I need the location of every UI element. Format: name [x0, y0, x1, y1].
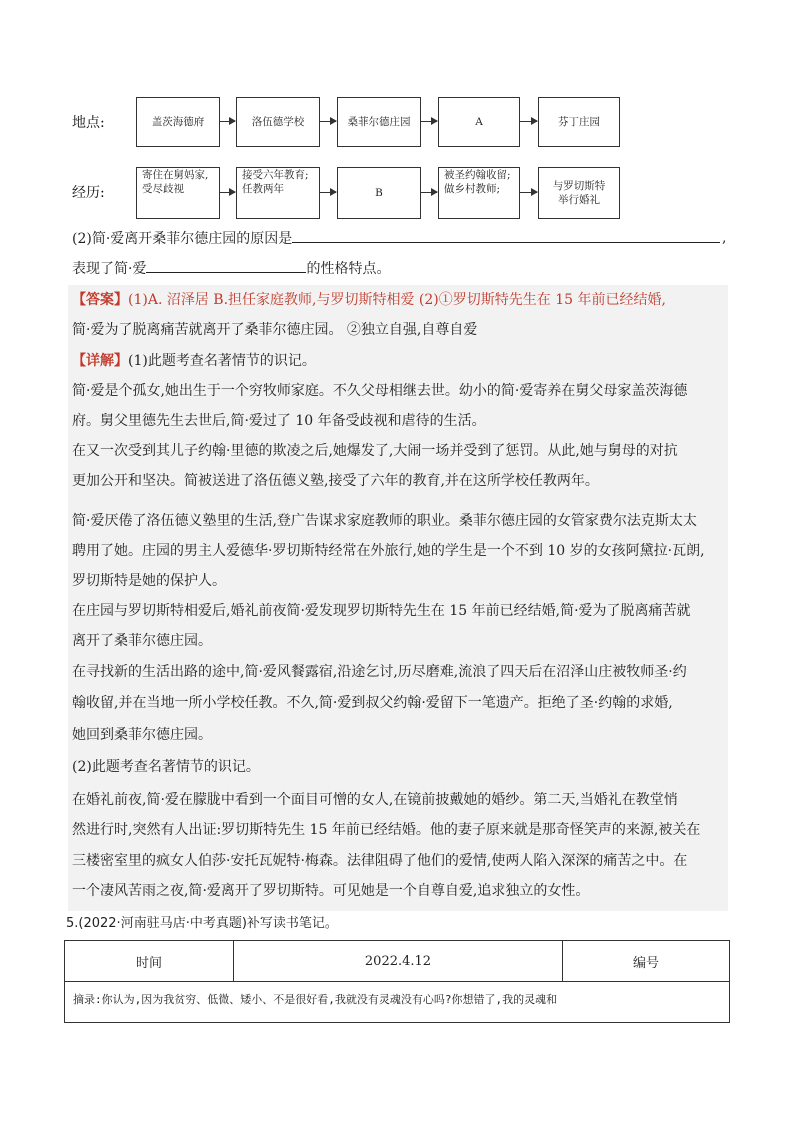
detail-line: (2)此题考查名著情节的识记。 — [72, 759, 260, 775]
detail-line: 在婚礼前夜,简·爱在朦胧中看到一个面目可憎的女人,在镜前披戴她的婚纱。第二天,当婚礼在教堂悄 — [72, 792, 678, 808]
place-arrow-1 — [220, 121, 235, 122]
place-box-4: A — [438, 97, 520, 147]
place-box-5: 芬丁庄园 — [538, 97, 620, 147]
answer-line-2: 简·爱为了脱离痛苦就离开了桑菲尔德庄园。 ②独立自强,自尊自爱 — [72, 322, 478, 338]
question-5-title: 5.(2022·河南驻马店·中考真题)补写读书笔记。 — [66, 916, 338, 931]
answer-text-1: (1)A. 沼泽居 B.担任家庭教师,与罗切斯特相爱 (2)①罗切斯特先生在 15 年前已经结婚, — [128, 292, 666, 308]
excerpt-cell: 摘录:你认为,因为我贫穷、低微、矮小、不是很好看,我就没有灵魂没有心吗?你想错了,我的灵魂和 — [64, 981, 730, 1023]
question-2-line-2 — [72, 258, 390, 279]
header-time: 时间 — [65, 941, 234, 982]
detail-line: 她回到桑菲尔德庄园。 — [72, 727, 212, 743]
detail-line: 聘用了她。庄园的男主人爱德华·罗切斯特经常在外旅行,她的学生是一个不到 10 岁的女孩阿黛拉·瓦朗, — [72, 543, 705, 559]
place-box-2: 洛伍德学校 — [236, 97, 320, 147]
answer-blank-2[interactable] — [146, 258, 306, 273]
exp-arrow-1 — [220, 192, 235, 193]
exp-arrow-4 — [520, 192, 537, 193]
place-arrow-4 — [520, 121, 537, 122]
detail-line: 在庄园与罗切斯特相爱后,婚礼前夜简·爱发现罗切斯特先生在 15 年前已经结婚,简·爱为了脱离痛苦就 — [72, 603, 691, 619]
exp-box-4-line-2: 做乡村教师; — [444, 183, 501, 195]
experience-label: 经历: — [72, 185, 105, 201]
detail-line: 罗切斯特是她的保护人。 — [72, 573, 226, 589]
detail-head — [72, 351, 316, 371]
answer-shade — [68, 285, 728, 911]
question-2-comma: , — [722, 230, 727, 246]
header-number: 编号 — [563, 941, 730, 982]
place-box-1: 盖茨海德府 — [136, 97, 220, 147]
detail-head-text: (1)此题考查名著情节的识记。 — [128, 353, 316, 369]
detail-line: 在寻找新的生活出路的途中,简·爱风餐露宿,沿途乞讨,历尽磨难,流浪了四天后在沼泽山庄被牧师圣·约 — [72, 664, 687, 680]
question-2-text-2a: 表现了简·爱 — [72, 261, 147, 277]
exp-box-5-line-1: 与罗切斯特 — [552, 180, 606, 192]
place-box-3: 桑菲尔德庄园 — [337, 97, 421, 147]
exp-box-2 — [236, 167, 320, 219]
answer-blank-1[interactable] — [292, 228, 720, 243]
answer-tag: 【答案】 — [72, 292, 128, 308]
detail-line: 一个凄风苦雨之夜,简·爱离开了罗切斯特。可见她是一个自尊自爱,追求独立的女性。 — [72, 883, 590, 899]
question-2-text-2b: 的性格特点。 — [306, 261, 391, 277]
exp-box-4 — [438, 167, 520, 219]
detail-line: 府。舅父里德先生去世后,简·爱过了 10 年备受歧视和虐待的生活。 — [72, 413, 486, 429]
place-arrow-3 — [421, 121, 437, 122]
detail-line: 简·爱是个孤女,她出生于一个穷牧师家庭。不久父母相继去世。幼小的简·爱寄养在舅父母家盖茨海德 — [72, 383, 688, 399]
exp-box-1 — [136, 167, 220, 219]
table-row — [65, 941, 730, 982]
detail-tag: 【详解】 — [72, 353, 128, 369]
exp-box-4-line-1: 被圣约翰收留; — [444, 169, 511, 181]
exp-arrow-2 — [320, 192, 336, 193]
detail-line: 翰收留,并在当地一所小学校任教。不久,简·爱到叔父约翰·爱留下一笔遗产。拒绝了圣·约翰的求婚, — [72, 695, 673, 711]
detail-line: 更加公开和坚决。简被送进了洛伍德义塾,接受了六年的教育,并在这所学校任教两年。 — [72, 473, 599, 489]
exp-arrow-3 — [421, 192, 437, 193]
detail-line: 然进行时,突然有人出证:罗切斯特先生 15 年前已经结婚。他的妻子原来就是那奇怪笑声的来源,被关在 — [72, 822, 701, 838]
exp-box-1-line-2: 受尽歧视 — [142, 183, 184, 195]
question-2-line-1 — [72, 228, 720, 249]
exp-box-2-line-1: 接受六年教育; — [242, 169, 309, 181]
answer-line-1 — [72, 290, 666, 310]
detail-line: 三楼密室里的疯女人伯莎·安托瓦妮特·梅森。法律阻碍了他们的爱情,使两人陷入深深的痛苦之中。在 — [72, 853, 688, 869]
exp-box-5-line-2: 举行婚礼 — [558, 194, 600, 206]
question-2-text: (2)简·爱离开桑菲尔德庄园的原因是 — [72, 231, 293, 247]
header-date: 2022.4.12 — [234, 941, 563, 982]
exp-box-1-line-1: 寄住在舅妈家, — [142, 169, 209, 181]
detail-line: 离开了桑菲尔德庄园。 — [72, 633, 212, 649]
exp-box-5 — [538, 167, 620, 219]
detail-line: 在又一次受到其儿子约翰·里德的欺凌之后,她爆发了,大闹一场并受到了惩罚。从此,她与舅母的对抗 — [72, 443, 678, 459]
place-arrow-2 — [320, 121, 336, 122]
exp-box-2-line-2: 任教两年 — [242, 183, 284, 195]
exp-box-3: B — [337, 167, 421, 219]
place-label: 地点: — [72, 115, 105, 131]
detail-line: 简·爱厌倦了洛伍德义塾里的生活,登广告谋求家庭教师的职业。桑菲尔德庄园的女管家费尔法克斯太太 — [72, 513, 697, 529]
reading-notes-table — [64, 940, 730, 982]
